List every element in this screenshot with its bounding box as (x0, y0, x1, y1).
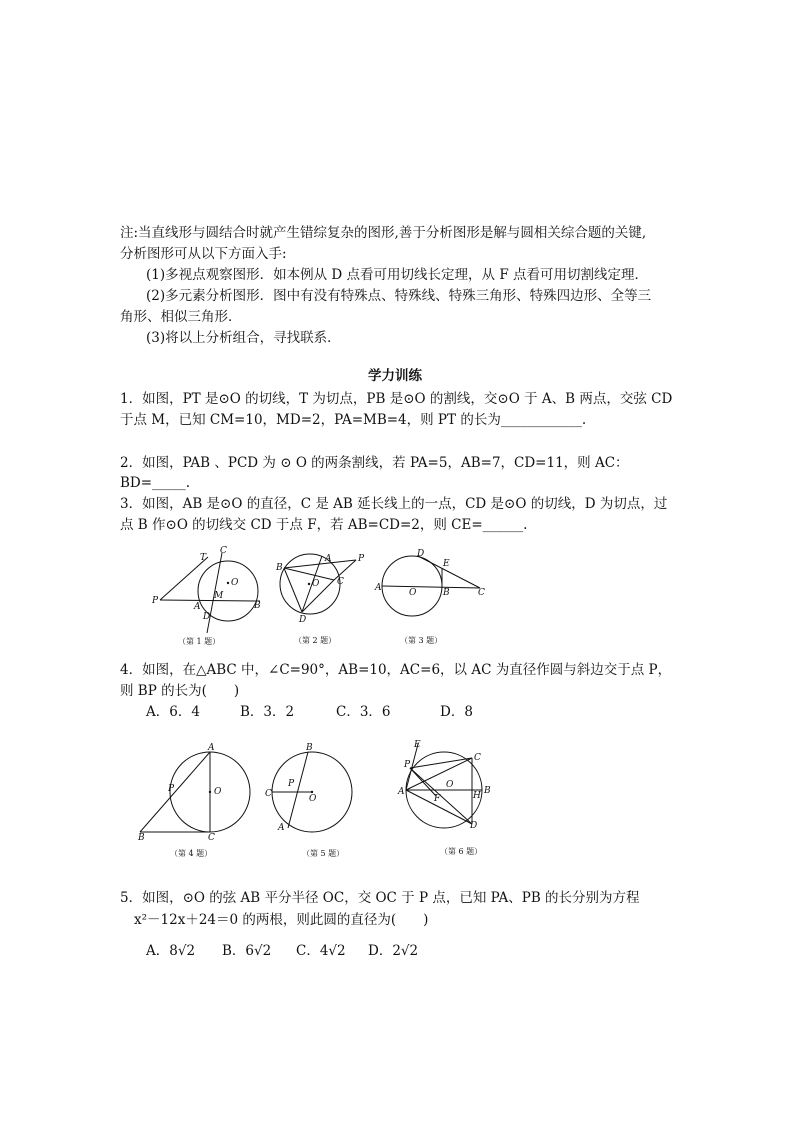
question-3-line-1: 3．如图，AB 是⊙O 的直径，C 是 AB 延长线上的一点，CD 是⊙O 的切线，D 为切点，过 (120, 496, 668, 512)
q4-option-a: A．6．4 (146, 704, 200, 720)
fig6-label-C: C (474, 753, 481, 763)
q5-option-d: D．2√2 (368, 943, 419, 959)
figure-1 (150, 545, 270, 655)
q5-option-b: B．6√2 (222, 943, 272, 959)
question-5-line-2: x²－12x＋24＝0 的两根，则此圆的直径为( ) (134, 912, 429, 928)
fig5-label-B: B (306, 743, 313, 753)
section-title: 学力训练 (368, 368, 422, 384)
fig2-label-D: D (299, 615, 307, 625)
note-item-3: (3)将以上分析组合，寻找联系． (146, 330, 341, 346)
question-2-line-1: 2．如图，PAB 、PCD 为 ⊙ O 的两条割线，若 PA=5，AB=7，CD=11，则 AC： (120, 455, 629, 471)
fig6-label-E: E (414, 740, 421, 750)
figure-6 (396, 738, 511, 863)
fig6-label-F: F (434, 794, 441, 804)
fig3-label-A: A (375, 583, 382, 593)
question-1-line-2: 于点 M，已知 CM=10，MD=2，PA=MB=4，则 PT 的长为____________. (120, 412, 587, 428)
figure-4 (130, 740, 260, 865)
fig2-label-C: C (337, 577, 344, 587)
fig6-label-H: H (473, 791, 481, 801)
fig1-label-A: A (194, 602, 201, 612)
q4-option-b: B．3．2 (240, 704, 295, 720)
fig2-label-P: P (358, 554, 365, 564)
caption-fig-5: （第 5 题） (302, 849, 345, 858)
note-line-2: 分析图形可从以下方面入手: (120, 246, 287, 262)
note-item-1: (1)多视点观察图形．如本例从 D 点看可用切线长定理，从 F 点看可用切割线定理． (146, 267, 648, 283)
figure-2 (272, 548, 382, 656)
fig4-label-O: O (214, 787, 222, 797)
fig5-label-C: C (265, 789, 272, 799)
caption-fig-1: （第 1 题） (178, 637, 221, 646)
fig4-label-C: C (208, 833, 215, 843)
question-2-line-2: BD=_____. (120, 475, 191, 491)
fig4-label-A: A (208, 743, 215, 753)
fig6-label-D: D (470, 821, 478, 831)
fig1-label-B: B (254, 601, 261, 611)
fig1-label-T: T (200, 553, 207, 563)
question-4-line-1: 4．如图，在△ABC 中，∠C=90°，AB=10，AC=6，以 AC 为直径作圆与斜边交于点 P， (120, 662, 672, 678)
fig1-label-D: D (203, 612, 211, 622)
fig1-label-M: M (214, 591, 224, 601)
q5-option-c: C．4√2 (296, 943, 346, 959)
caption-fig-3: （第 3 题） (400, 636, 443, 645)
fig3-label-C: C (478, 588, 485, 598)
fig5-label-P: P (288, 779, 295, 789)
note-item-2: (2)多元素分析图形．图中有没有特殊点、特殊线、特殊三角形、特殊四边形、全等三 (146, 288, 652, 304)
caption-fig-6: （第 6 题） (440, 847, 483, 856)
question-5-line-1: 5．如图，⊙O 的弦 AB 平分半径 OC，交 OC 于 P 点，已知 PA、PB 的长分别为方程 (120, 890, 640, 906)
note-item-2-cont: 角形、相似三角形． (120, 309, 242, 325)
fig1-label-O: O (231, 578, 239, 588)
fig2-label-B: B (276, 563, 283, 573)
fig3-label-D: D (417, 549, 425, 559)
fig5-label-A: A (278, 823, 285, 833)
question-3-line-2: 点 B 作⊙O 的切线交 CD 于点 F，若 AB=CD=2，则 CE=______. (120, 517, 528, 533)
fig1-label-P: P (152, 596, 159, 606)
fig6-label-A: A (398, 787, 405, 797)
fig6-label-O: O (446, 780, 454, 790)
fig3-label-O: O (409, 588, 417, 598)
fig3-label-B: B (443, 588, 450, 598)
fig5-label-O: O (309, 794, 317, 804)
fig6-label-B: B (484, 786, 491, 796)
question-4-line-2: 则 BP 的长为( ) (120, 683, 240, 699)
fig2-label-A: A (325, 554, 332, 564)
fig3-label-E: E (443, 559, 450, 569)
fig4-label-P: P (168, 784, 175, 794)
figure-5 (262, 740, 372, 865)
q4-option-c: C．3．6 (336, 704, 391, 720)
fig1-label-C: C (220, 546, 227, 556)
caption-fig-2: （第 2 题） (294, 636, 337, 645)
caption-fig-4: （第 4 题） (170, 849, 213, 858)
question-1-line-1: 1．如图，PT 是⊙O 的切线，T 为切点，PB 是⊙O 的割线，交⊙O 于 A、B 两点，交弦 CD (120, 391, 673, 407)
q5-option-a: A．8√2 (146, 943, 196, 959)
note-line-1: 注:当直线形与圆结合时就产生错综复杂的图形,善于分析图形是解与圆相关综合题的关键, (120, 225, 647, 241)
q4-option-d: D．8 (440, 704, 473, 720)
figure-3 (372, 548, 497, 656)
fig6-label-P: P (404, 760, 411, 770)
fig2-label-O: O (312, 579, 320, 589)
fig4-label-B: B (138, 833, 145, 843)
